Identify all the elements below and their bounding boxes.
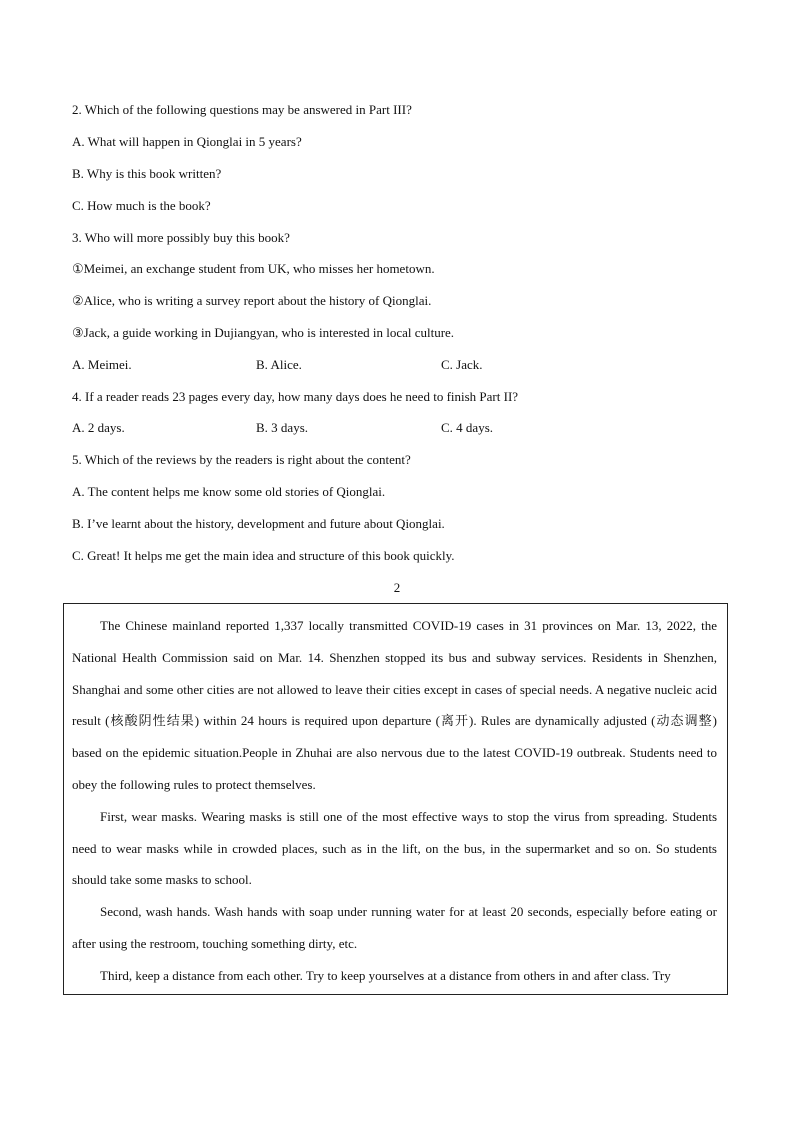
question-3-person-2: ②Alice, who is writing a survey report about the history of Qionglai. bbox=[72, 293, 432, 308]
question-2-option-b: B. Why is this book written? bbox=[72, 166, 222, 181]
passage-paragraph-3: Second, wash hands. Wash hands with soap under running water for at least 20 seconds, especially before eating or after using the restroom, touching something dirty, etc. bbox=[72, 904, 717, 951]
question-3-option-c: C. Jack. bbox=[441, 357, 483, 372]
passage-paragraph-1: The Chinese mainland reported 1,337 locally transmitted COVID-19 cases in 31 provinces on Mar. 13, 2022, the National Health Commission said on Mar. 14. Shenzhen stopped its bus and subway services. Residents in Shenzhen, Shanghai and some other cities are not allowed to leave their cities except in cases of special needs. A negative nucleic acid result (核酸阴性结果) within 24 hours is required upon departure (离开). Rules are dynamically adjusted (动态调整) based on the epidemic situation.People in Zhuhai are also nervous due to the latest COVID-19 outbreak. Students need to obey the following rules to protect themselves. bbox=[72, 618, 717, 792]
question-3-option-a: A. Meimei. bbox=[72, 357, 132, 372]
question-5-option-a: A. The content helps me know some old stories of Qionglai. bbox=[72, 484, 386, 499]
question-2-stem: 2. Which of the following questions may be answered in Part III? bbox=[72, 102, 412, 117]
question-3-stem: 3. Who will more possibly buy this book? bbox=[72, 230, 290, 245]
question-3-person-3: ③Jack, a guide working in Dujiangyan, who is interested in local culture. bbox=[72, 325, 455, 340]
question-5-option-c: C. Great! It helps me get the main idea and structure of this book quickly. bbox=[72, 548, 455, 563]
question-2-option-c: C. How much is the book? bbox=[72, 198, 211, 213]
question-4-option-c: C. 4 days. bbox=[441, 420, 493, 435]
question-4-option-a: A. 2 days. bbox=[72, 420, 125, 435]
section-number: 2 bbox=[393, 580, 401, 595]
question-4-stem: 4. If a reader reads 23 pages every day, how many days does he need to finish Part II? bbox=[72, 389, 519, 404]
passage-box bbox=[63, 603, 728, 995]
question-5-option-b: B. I’ve learnt about the history, development and future about Qionglai. bbox=[72, 516, 445, 531]
passage-paragraph-4: Third, keep a distance from each other. Try to keep yourselves at a distance from others in and after class. Try bbox=[100, 967, 671, 983]
question-3-option-b: B. Alice. bbox=[256, 357, 302, 372]
passage-paragraph-2: First, wear masks. Wearing masks is still one of the most effective ways to stop the virus from spreading. Students need to wear masks while in crowded places, such as in the lift, on the bus, in the supermarket and so on. So students should take some masks to school. bbox=[72, 808, 717, 888]
question-4-option-b: B. 3 days. bbox=[256, 420, 308, 435]
question-3-person-1: ①Meimei, an exchange student from UK, who misses her hometown. bbox=[72, 261, 435, 276]
question-5-stem: 5. Which of the reviews by the readers is right about the content? bbox=[72, 452, 411, 467]
question-2-option-a: A. What will happen in Qionglai in 5 years? bbox=[72, 134, 302, 149]
